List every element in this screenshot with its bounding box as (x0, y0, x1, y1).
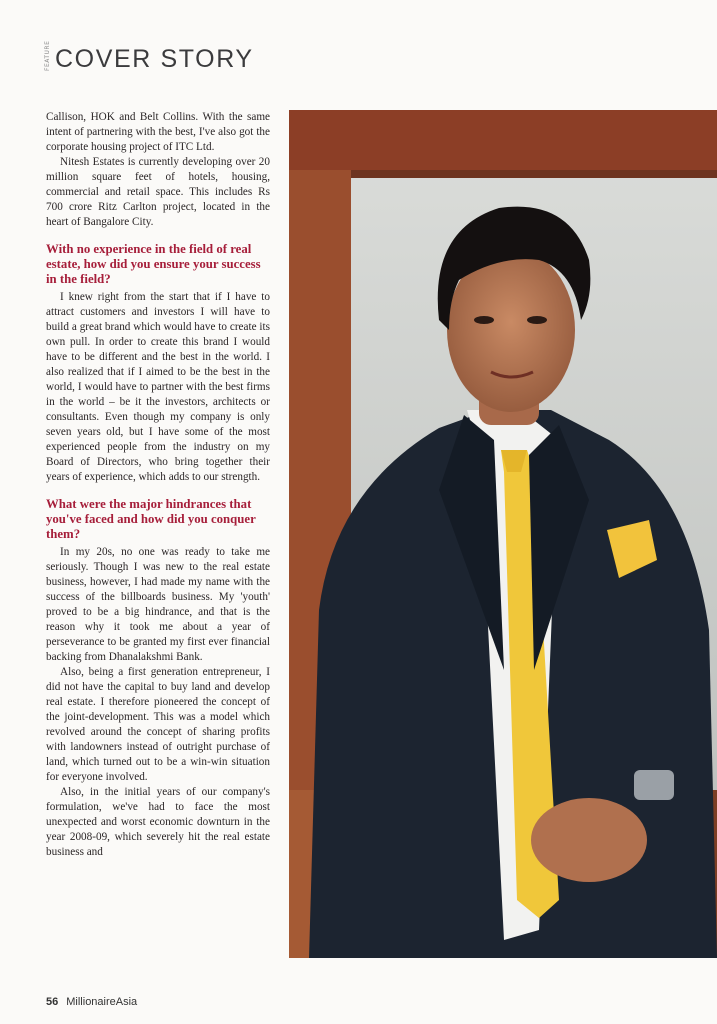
article-paragraph: Nitesh Estates is currently developing over 20 million square feet of hotels, housing, commercial and retail space. This includes Rs 700 crore Ritz Carlton project, located in the heart of Bangalore City. (46, 156, 270, 228)
article-paragraph: Also, in the initial years of our company's formulation, we've had to face the most unexpected and worst economic downturn in the year 2008-09, which severely hit the real estate business and (46, 786, 270, 858)
portrait-illustration (289, 110, 717, 958)
article-paragraph: I knew right from the start that if I have to attract customers and investors I will have to build a great brand which would have to create its own pull. In order to create this brand I would have to be different and the best in the world. I also realized that if I aimed to be the best in the world, I would have to partner with the best firms in the world – be it the investors, architects or consultants. Even though my company is only seven years old, but I have some of the most experienced people from the industry on my Board of Directors, who bring together their years of experience, which adds to our strength. (46, 291, 270, 483)
page-number: 56 (46, 996, 59, 1008)
question-heading: With no experience in the field of real estate, how did you ensure your success in the field? (46, 242, 261, 286)
article-paragraph: In my 20s, no one was ready to take me seriously. Though I was new to the real estate business, however, I had made my name with the success of the billboards business. My 'youth' proved to be a big hindrance, and that is the reason why it took me about a year of perseverance to be granted my first ever financial backing from Dhanalakshmi Bank. (46, 546, 270, 663)
section-header (44, 40, 254, 74)
section-tag: FEATURE (44, 40, 51, 71)
question-heading: What were the major hindrances that you've faced and how did you conquer them? (46, 497, 256, 541)
section-title: COVER STORY (55, 44, 254, 73)
portrait-photo (289, 110, 717, 958)
article-paragraph: Also, being a first generation entrepreneur, I did not have the capital to buy land and develop real estate. I therefore pioneered the concept of the joint-development. This was a model which revolved around the concept of sharing profits with landowners instead of outright purchase of land, which turned out to be a win-win situation for everyone involved. (46, 666, 270, 783)
page-footer (46, 996, 137, 1008)
article-column (46, 110, 270, 860)
publication-name: MillionaireAsia (66, 996, 138, 1008)
article-paragraph: Callison, HOK and Belt Collins. With the same intent of partnering with the best, I've also got the corporate housing project of ITC Ltd. (46, 111, 270, 153)
